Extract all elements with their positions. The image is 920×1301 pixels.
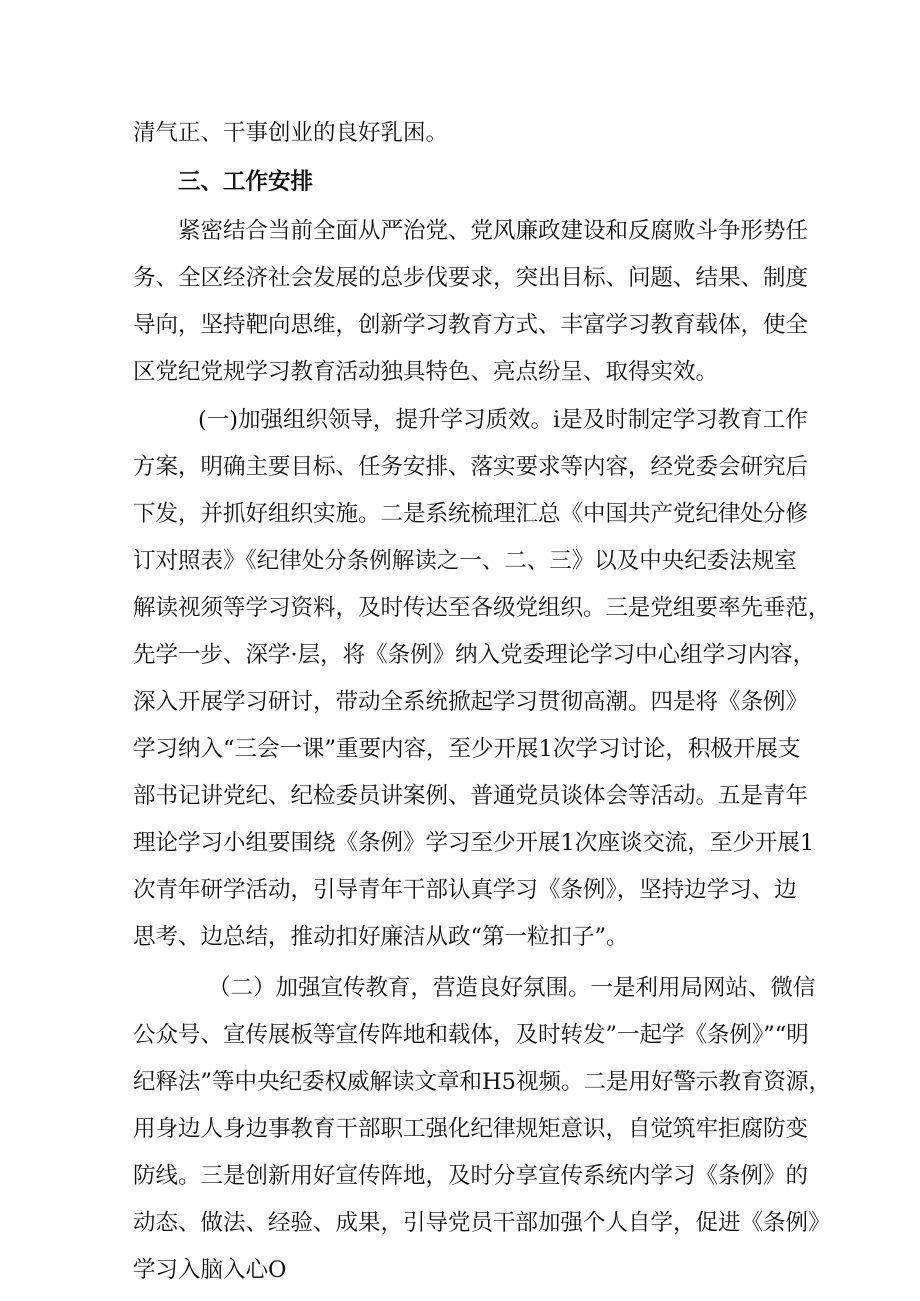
paragraph-line: (一)加强组织领导，提升学习质效。i是及时制定学习教育工作 — [198, 407, 808, 433]
paragraph-line: 学习入脑入心O — [133, 1257, 287, 1283]
paragraph-line: 动态、做法、经验、成果，引导党员干部加强个人自学，促进《条例》 — [133, 1210, 831, 1236]
paragraph-line: 区党纪党规学习教育活动独具特色、亮点纷呈、取得实效。 — [133, 359, 719, 385]
paragraph-line: （二）加强宣传教育，营造良好氛围。一是利用局网站、微信 — [208, 975, 816, 1001]
paragraph-line: 纪释法”等中央纪委权威解读文章和H5视频。二是用好警示教育资源， — [133, 1069, 831, 1095]
paragraph-line: 公众号、宣传展板等宣传阵地和载体，及时转发”一起学《条例》”“明 — [133, 1022, 809, 1048]
paragraph-line: 紧密结合当前全面从严治党、党风廉政建设和反腐败斗争形势任 — [178, 218, 809, 244]
paragraph-line: 订对照表》《纪律处分条例解读之一、二、三》以及中央纪委法规室 — [133, 548, 797, 574]
paragraph-line: 次青年研学活动，引导青年干部认真学习《条例》，坚持边学习、边 — [133, 877, 797, 903]
paragraph-line: 学习纳入“三会一课”重要内容，至少开展1次学习讨论，积极开展支 — [133, 736, 801, 762]
paragraph-line: 部书记讲党纪、纪检委员讲案例、普通党员谈体会等活动。五是青年 — [133, 783, 809, 809]
paragraph-line: 先学一步、深学·层，将《条例》纳入党委理论学习中心组学习内容， — [133, 642, 816, 668]
paragraph-line: 用身边人身边事教育干部职工强化纪律规矩意识，自觉筑牢拒腐防变 — [133, 1116, 809, 1142]
paragraph-line: 清气正、干事创业的良好乳困。 — [133, 120, 449, 146]
paragraph-line: 思考、边总结，推动扣好廉洁从政“第一粒扣子”。 — [133, 924, 629, 950]
paragraph-line: 防线。三是创新用好宣传阵地，及时分享宣传系统内学习《条例》的 — [133, 1163, 809, 1189]
paragraph-line: 解读视须等学习资料，及时传达至各级党组织。三是党组要率先垂范， — [133, 595, 831, 621]
section-heading: 三、工作安排 — [178, 169, 314, 195]
paragraph-line: 理论学习小组要围绕《条例》学习至少开展1次座谈交流，至少开展1 — [133, 830, 815, 856]
paragraph-line: 下发，并抓好组织实施。二是系统梳理汇总《中国共产党纪律处分修 — [133, 501, 809, 527]
paragraph-line: 方案，明确主要目标、任务安排、落实要求等内容，经党委会研究后 — [133, 454, 809, 480]
paragraph-line: 深入开展学习研讨，带动全系统掀起学习贯彻高潮。四是将《条例》 — [133, 689, 809, 715]
paragraph-line: 导向，坚持靶向思维，创新学习教育方式、丰富学习教育载体，使全 — [133, 312, 809, 338]
paragraph-line: 务、全区经济社会发展的总步伐要求，突出目标、问题、结果、制度 — [133, 265, 809, 291]
